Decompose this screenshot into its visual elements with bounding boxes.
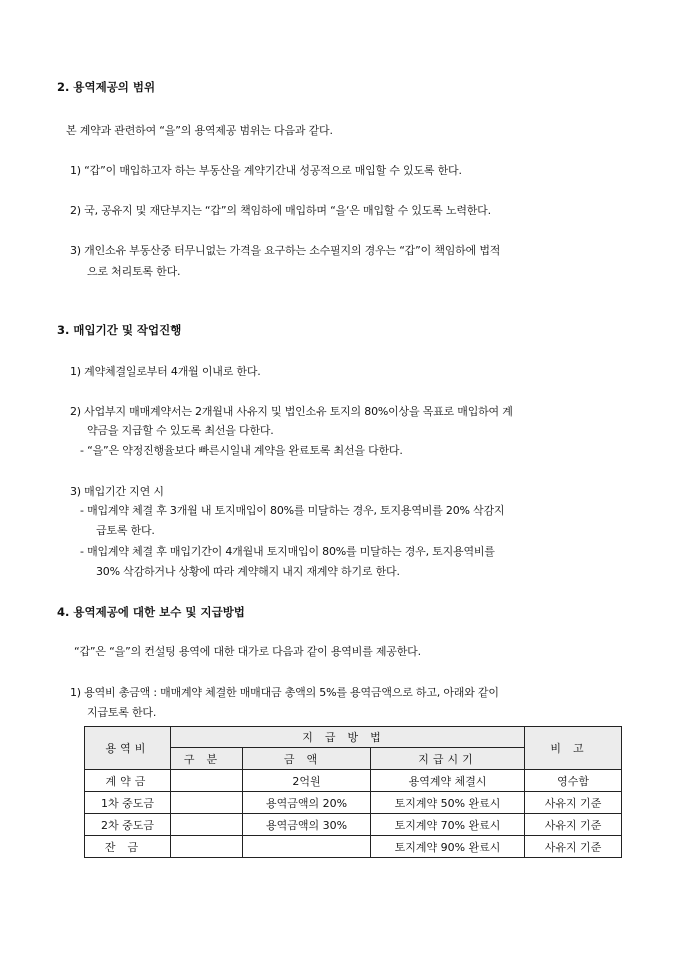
row-amount: 2억원 xyxy=(243,770,371,792)
row-division xyxy=(171,770,243,792)
section-3-item-3b-line-1: - 매입계약 체결 후 매입기간이 4개월내 토지매입이 80%를 미달하는 경우, 토지용역비를 xyxy=(80,545,495,558)
section-2-item-3-line-2: 으로 처리토록 한다. xyxy=(87,265,181,278)
row-note: 사유지 기준 xyxy=(525,792,622,814)
section-3-item-2-sub: - “을”은 약정진행율보다 빠른시일내 계약을 완료토록 최선을 다한다. xyxy=(80,444,403,457)
table-row xyxy=(85,814,622,836)
section-2-item-3-line-1: 3) 개인소유 부동산중 터무니없는 가격을 요구하는 소수필지의 경우는 “갑”이 책임하에 법적 xyxy=(70,244,501,257)
table-header-row-1 xyxy=(85,727,622,748)
section-4-intro: “갑”은 “을”의 컨설팅 용역에 대한 대가로 다음과 같이 용역비를 제공한다. xyxy=(74,645,421,658)
header-payment-time: 지급시기 xyxy=(371,748,525,770)
row-time: 토지계약 90% 완료시 xyxy=(371,836,525,858)
section-3-title: 3. 매입기간 및 작업진행 xyxy=(57,323,182,337)
row-note: 사유지 기준 xyxy=(525,836,622,858)
table-row xyxy=(85,770,622,792)
section-2-item-2: 2) 국, 공유지 및 재단부지는 “갑”의 책임하에 매입하며 “을‘은 매입할 수 있도록 노력한다. xyxy=(70,204,491,217)
row-time: 토지계약 50% 완료시 xyxy=(371,792,525,814)
header-payment-method: 지급방법 xyxy=(171,727,525,748)
row-note: 영수함 xyxy=(525,770,622,792)
section-3-item-3: 3) 매입기간 지연 시 xyxy=(70,485,164,498)
section-4-item-1-line-1: 1) 용역비 총금액 : 매매계약 체결한 매매대금 총액의 5%를 용역금액으로 하고, 아래와 같이 xyxy=(70,686,499,699)
row-amount: 용역금액의 20% xyxy=(243,792,371,814)
section-3-item-3a-line-1: - 매입계약 체결 후 3개월 내 토지매입이 80%를 미달하는 경우, 토지용역비를 20% 삭감지 xyxy=(80,504,505,517)
section-3-item-2-line-1: 2) 사업부지 매매계약서는 2개월내 사유지 및 법인소유 토지의 80%이상을 목표로 매입하여 계 xyxy=(70,405,513,418)
section-4-item-1-line-2: 지급토록 한다. xyxy=(87,706,157,719)
row-name: 계약금 xyxy=(85,770,171,792)
section-3-item-2-line-2: 약금을 지급할 수 있도록 최선을 다한다. xyxy=(87,424,274,437)
table-row xyxy=(85,836,622,858)
row-name: 잔금 xyxy=(85,836,171,858)
row-note: 사유지 기준 xyxy=(525,814,622,836)
payment-schedule-table xyxy=(84,726,622,858)
row-division xyxy=(171,836,243,858)
row-time: 토지계약 70% 완료시 xyxy=(371,814,525,836)
section-3-item-1: 1) 계약체결일로부터 4개월 이내로 한다. xyxy=(70,365,261,378)
row-amount: 용역금액의 30% xyxy=(243,814,371,836)
row-name: 1차 중도금 xyxy=(85,792,171,814)
header-division: 구분 xyxy=(171,748,243,770)
row-amount xyxy=(243,836,371,858)
section-2-intro: 본 계약과 관련하여 “을”의 용역제공 범위는 다음과 같다. xyxy=(66,124,333,137)
section-3-item-3a-line-2: 급토록 한다. xyxy=(96,524,155,537)
header-amount: 금액 xyxy=(243,748,371,770)
row-name: 2차 중도금 xyxy=(85,814,171,836)
section-2-item-1: 1) “갑”이 매입하고자 하는 부동산을 계약기간내 성공적으로 매입할 수 있도록 한다. xyxy=(70,164,462,177)
header-service-fee: 용역비 xyxy=(85,727,171,770)
row-division xyxy=(171,792,243,814)
section-4-title: 4. 용역제공에 대한 보수 및 지급방법 xyxy=(57,605,245,619)
header-note: 비고 xyxy=(525,727,622,770)
section-2-title: 2. 용역제공의 범위 xyxy=(57,80,156,94)
row-division xyxy=(171,814,243,836)
section-3-item-3b-line-2: 30% 삭감하거나 상황에 따라 계약해지 내지 재계약 하기로 한다. xyxy=(96,565,400,578)
row-time: 용역계약 체결시 xyxy=(371,770,525,792)
table-row xyxy=(85,792,622,814)
